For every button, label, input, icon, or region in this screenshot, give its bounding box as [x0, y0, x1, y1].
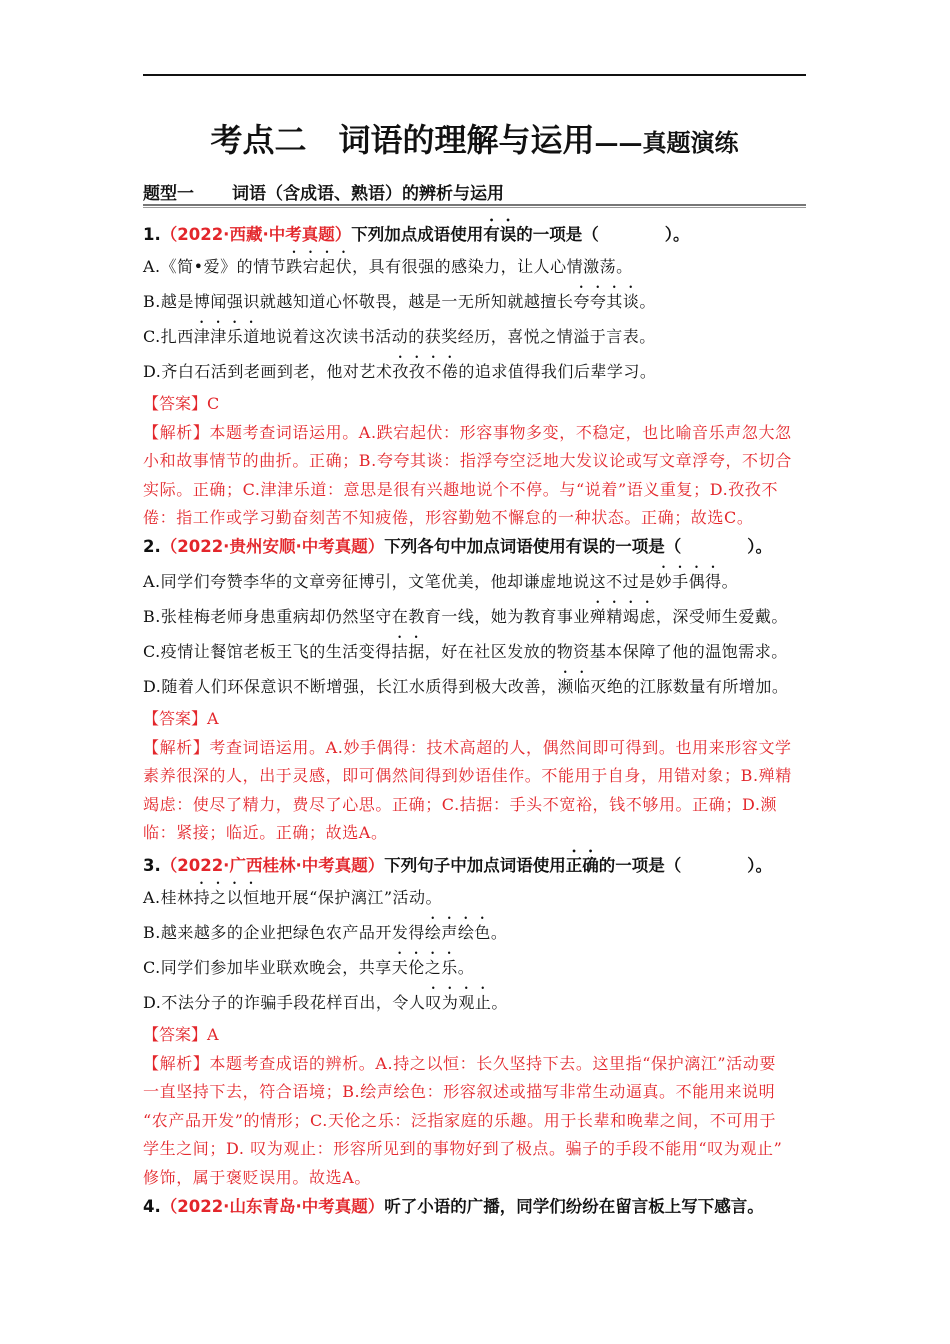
answer: 【答案】C	[143, 394, 220, 413]
question-3	[143, 847, 806, 1192]
option-text: 的追求值得我们后辈学习。	[458, 362, 657, 381]
stem-text: 下列各句中加点词语使用有误的一项是（ ）。	[384, 537, 772, 556]
option-text: 不法分子的诈骗手段花样百出，令人	[161, 993, 426, 1012]
option-a	[143, 248, 806, 283]
option-label: D.	[143, 677, 162, 696]
option-text: 齐白石活到老画到老，他对艺术	[161, 362, 393, 381]
stem-text: 的一项是（ ）。	[516, 225, 690, 244]
question-number: 1.	[143, 225, 161, 244]
question-1	[143, 216, 806, 533]
question-source: （2022·山东青岛·中考真题）	[160, 1197, 385, 1216]
option-c	[143, 318, 806, 353]
analysis-line: 【解析】考查词语运用。A.妙手偶得：技术高超的人，偶然间即可得到。也用来形容文学	[143, 738, 792, 757]
option-text: 同学们夸赞李华的文章旁征博引，文笔优美，他却谦虚地说这不过是	[160, 572, 656, 591]
option-emphasis: 殚精竭虑	[589, 607, 656, 626]
option-label: C.	[143, 327, 161, 346]
option-emphasis: 孜孜不倦	[392, 362, 459, 381]
option-text: 疫情让餐馆老板王飞的生活变得	[160, 642, 392, 661]
title-main: 考点二 词语的理解与运用	[210, 121, 595, 159]
option-label: D.	[143, 362, 162, 381]
question-2	[143, 531, 806, 848]
option-text: 桂林	[160, 888, 194, 907]
title-suffix: ——真题演练	[594, 128, 739, 157]
option-c	[143, 949, 806, 984]
option-a	[143, 563, 806, 598]
question-stem	[143, 847, 806, 879]
stem-text: 听了小语的广播，同学们纷纷在留言板上写下感言。	[384, 1197, 764, 1216]
analysis-line: 倦：指工作或学习勤奋刻苦不知疲倦，形容勤勉不懈怠的一种状态。正确；故选C。	[143, 508, 754, 528]
option-emphasis: 津津乐道	[193, 327, 260, 346]
option-text: 越是博闻强识就越知道心怀敬畏，越是一无所知就越擅长	[160, 292, 574, 311]
option-text: 地开展“保护漓江”活动。	[259, 888, 443, 907]
question-stem	[143, 216, 806, 248]
analysis-line: “农产品开发”的情形；C.天伦之乐：泛指家庭的乐趣。用于长辈和晚辈之间，不可用于	[143, 1110, 777, 1130]
question-4	[143, 1191, 806, 1223]
option-text: 地说着这次读书活动的获奖经历，喜悦之情溢于言表。	[259, 327, 656, 346]
section-title: 词语（含成语、熟语）的辨析与运用	[232, 184, 504, 204]
option-b	[143, 914, 806, 949]
analysis-line: 一直坚持下去，符合语境；B.绘声绘色：形容叙述或描写非常生动逼真。不能用来说明	[143, 1082, 776, 1102]
page-title	[143, 116, 806, 170]
option-label: C.	[143, 958, 161, 977]
option-text: 。	[721, 572, 739, 591]
answer: 【答案】A	[143, 709, 219, 728]
analysis-line: 【解析】本题考查词语运用。A.跌宕起伏：形容事物多变，不稳定，也比喻音乐声忽大忽	[143, 423, 792, 442]
option-d	[143, 353, 806, 388]
option-text: 张桂梅老师身患重病却仍然坚守在教育一线，她为教育事业	[160, 607, 590, 626]
option-emphasis: 濒临	[557, 677, 591, 696]
analysis-line: 小和故事情节的曲折。正确；B.夸夸其谈：指浮夸空泛地大发议论或写文章浮夸，不切合	[143, 451, 792, 471]
analysis-line: 学生之间；D. 叹为观止：形容所见到的事物好到了极点。骗子的手段不能用“叹为观止”	[143, 1139, 783, 1159]
option-label: B.	[143, 923, 161, 942]
option-emphasis: 跌宕起伏	[286, 257, 353, 276]
stem-text: 下列加点成语使用	[351, 225, 484, 244]
option-text: ，具有很强的感染力，让人心情激荡。	[352, 257, 633, 276]
stem-emphasis: 正确	[565, 856, 599, 875]
section-label: 题型一	[143, 184, 194, 204]
option-text: 扎西	[160, 327, 194, 346]
option-c	[143, 633, 806, 668]
analysis-line: 修饰，属于褒贬误用。故选A。	[143, 1167, 371, 1187]
analysis-line: 实际。正确；C.津津乐道：意思是很有兴趣地说个不停。与“说着”语义重复；D.孜孜不	[143, 479, 779, 499]
analysis-line: 竭虑：使尽了精力，费尽了心思。正确；C.拮据：手头不宽裕，钱不够用。正确；D.濒	[143, 794, 778, 814]
option-text: 。	[639, 292, 656, 311]
stem-text: 下列句子中加点词语使用	[384, 856, 566, 875]
question-source: （2022·广西桂林·中考真题）	[160, 856, 385, 875]
option-b	[143, 283, 806, 318]
answer: 【答案】A	[143, 1025, 219, 1044]
option-d	[143, 668, 806, 703]
option-text: 越来越多的企业把绿色农产品开发得	[160, 923, 425, 942]
option-label: C.	[143, 642, 161, 661]
option-text: 。	[457, 958, 475, 977]
stem-emphasis: 有误	[483, 225, 517, 244]
option-d	[143, 984, 806, 1019]
option-a	[143, 879, 806, 914]
option-text: 。	[490, 923, 508, 942]
question-number: 3.	[143, 856, 161, 875]
question-number: 4.	[143, 1197, 161, 1216]
option-emphasis: 绘声绘色	[424, 923, 491, 942]
option-emphasis: 天伦之乐	[391, 958, 458, 977]
option-label: A.	[143, 572, 161, 591]
question-source: （2022·西藏·中考真题）	[160, 225, 352, 244]
question-stem	[143, 531, 806, 563]
option-emphasis: 夸夸其谈	[573, 292, 640, 311]
option-label: A.	[143, 888, 161, 907]
section-heading	[143, 184, 806, 204]
stem-text: 的一项是（ ）。	[598, 856, 772, 875]
option-emphasis: 持之以恒	[193, 888, 260, 907]
option-label: B.	[143, 292, 161, 311]
option-label: D.	[143, 993, 162, 1012]
option-text: 随着人们环保意识不断增强，长江水质得到极大改善，	[161, 677, 558, 696]
analysis-line: 素养很深的人，出于灵感，即可偶然间得到妙语佳作。不能用于自身，用错对象；B.殚精	[143, 766, 792, 786]
option-text: 同学们参加毕业联欢晚会，共享	[160, 958, 392, 977]
option-label: B.	[143, 607, 161, 626]
analysis-line: 临：紧接；临近。正确；故选A。	[143, 823, 388, 843]
question-source: （2022·贵州安顺·中考真题）	[160, 537, 385, 556]
section-underline	[143, 204, 806, 208]
option-text: ，好在社区发放的物资基本保障了他的温饱需求。	[424, 642, 788, 661]
question-number: 2.	[143, 537, 161, 556]
question-stem	[143, 1191, 806, 1223]
analysis-line: 【解析】本题考查成语的辨析。A.持之以恒：长久坚持下去。这里指“保护漓江”活动要	[143, 1054, 777, 1073]
option-emphasis: 叹为观止	[425, 993, 492, 1012]
option-label: A.	[143, 257, 161, 276]
option-text: ，深受师生爱戴。	[655, 607, 788, 626]
option-text: 《简•爱》的情节	[160, 257, 287, 276]
option-emphasis: 妙手偶得	[655, 572, 722, 591]
option-text: 灭绝的江豚数量有所增加。	[590, 677, 789, 696]
header-rule	[143, 74, 806, 76]
option-text: 。	[491, 993, 508, 1012]
option-emphasis: 拮据	[391, 642, 425, 661]
option-b	[143, 598, 806, 633]
